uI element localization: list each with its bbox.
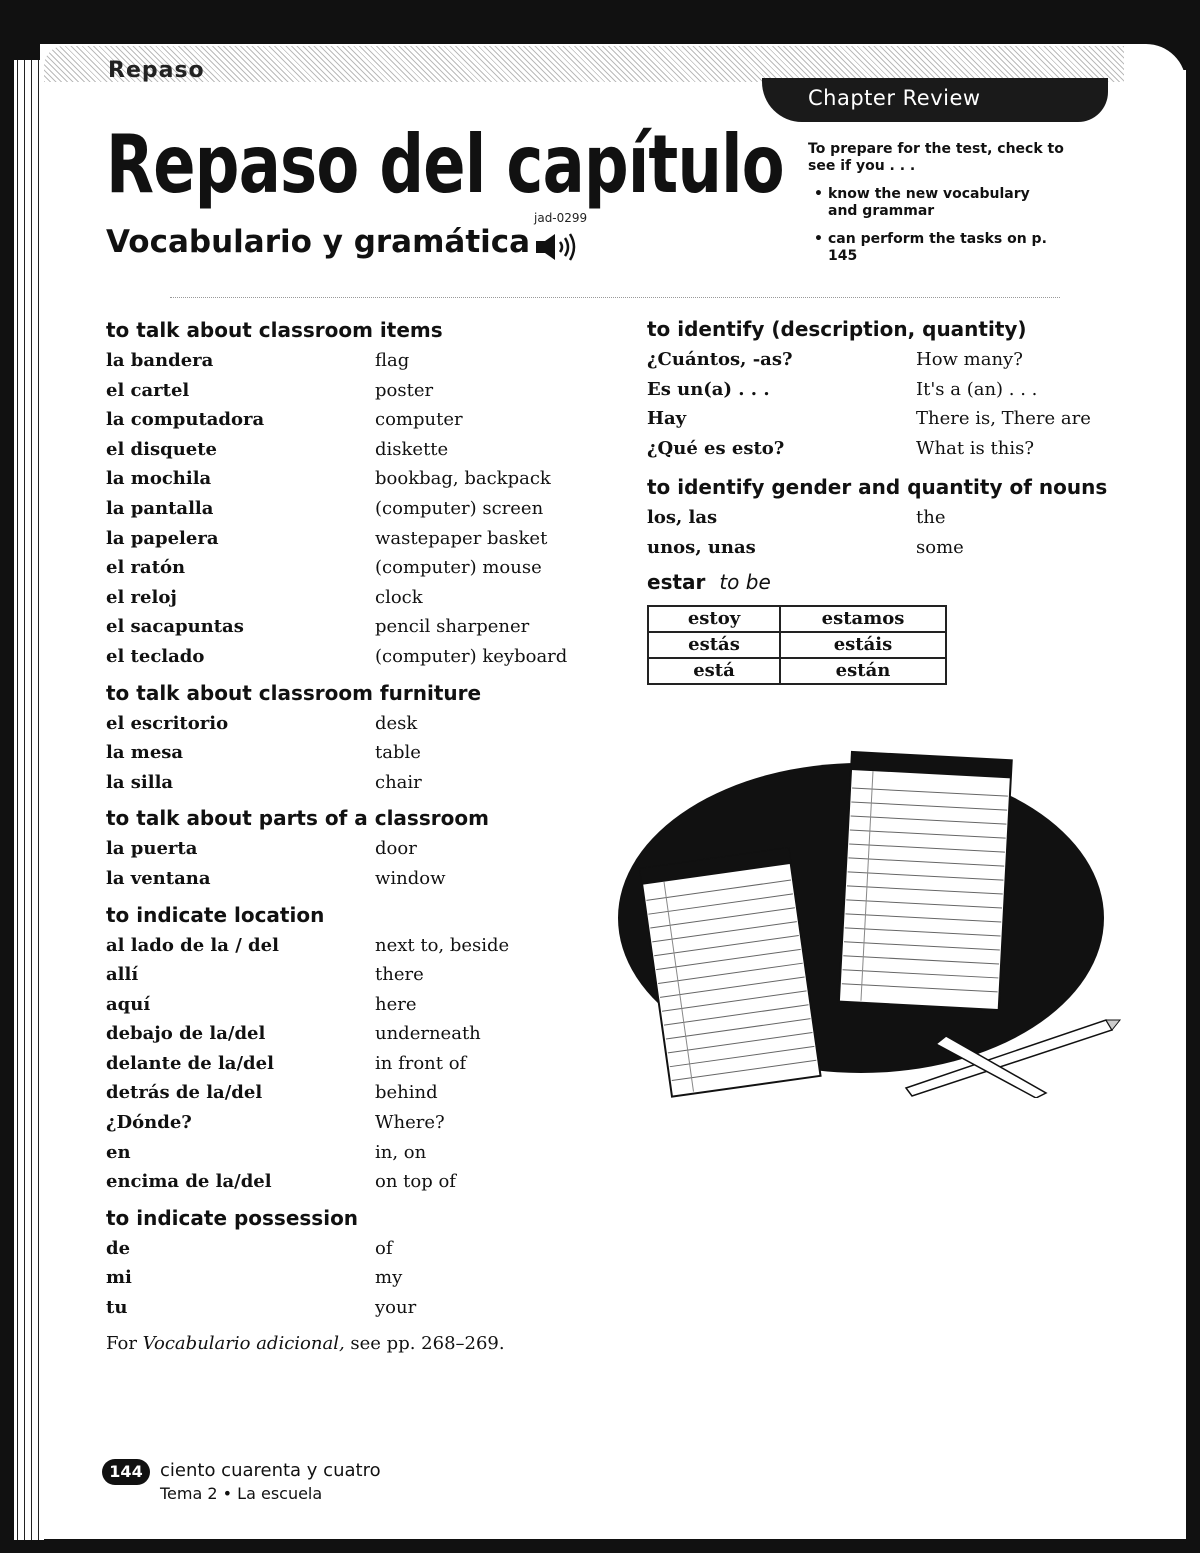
section-heading: to indicate possession	[106, 1205, 359, 1230]
english-meaning: behind	[375, 1082, 438, 1104]
vocab-row	[106, 1108, 606, 1138]
page-number-badge: 144	[102, 1459, 150, 1485]
english-meaning: How many?	[916, 349, 1023, 370]
english-meaning: your	[375, 1297, 417, 1319]
page-subtitle: Vocabulario y gramática	[106, 224, 531, 260]
vocab-row	[647, 503, 1127, 533]
english-meaning: my	[375, 1267, 403, 1289]
repaso-tab-label: Repaso	[108, 58, 205, 83]
section-heading: to talk about classroom furniture	[106, 680, 482, 705]
plural-form: están	[780, 658, 946, 684]
vocab-row	[647, 404, 1127, 434]
vocab-row	[106, 1234, 606, 1264]
spanish-term: la silla	[106, 771, 174, 793]
notepads-illustration	[616, 748, 1126, 1098]
spanish-term: los, las	[647, 507, 718, 529]
english-meaning: on top of	[375, 1171, 456, 1193]
audio-code: jad-0299	[534, 211, 588, 225]
english-meaning: pencil sharpener	[375, 616, 530, 638]
english-meaning: door	[375, 838, 417, 860]
english-meaning: in front of	[375, 1052, 467, 1074]
spanish-term: el escritorio	[106, 712, 229, 734]
chapter-review-label: Chapter Review	[808, 86, 981, 110]
english-meaning: (computer) screen	[375, 497, 544, 519]
review-intro: To prepare for the test, check to see if you . . .	[808, 141, 1064, 174]
vocab-row	[106, 346, 606, 376]
spanish-term: ¿Dónde?	[106, 1112, 192, 1134]
spanish-term: ¿Qué es esto?	[647, 437, 785, 459]
page-title: Repaso del capítulo	[106, 118, 784, 211]
singular-form: está	[648, 658, 780, 684]
vocab-row	[106, 1138, 606, 1168]
footnote-prefix: For	[106, 1332, 143, 1354]
estar-verb: estar	[647, 569, 706, 594]
spanish-term: Es un(a) . . .	[647, 378, 770, 400]
vocab-row	[647, 345, 1127, 375]
english-meaning: of	[375, 1237, 393, 1259]
english-meaning: flag	[375, 350, 410, 371]
spanish-term: detrás de la/del	[106, 1082, 263, 1104]
vocab-row	[106, 553, 606, 583]
footnote-book-title: Vocabulario adicional,	[142, 1332, 345, 1354]
page-number-words: ciento cuarenta y cuatro	[160, 1460, 381, 1481]
vocab-row	[106, 376, 606, 406]
vocab-row	[106, 583, 606, 613]
vocab-row	[106, 738, 606, 768]
spanish-term: tu	[106, 1297, 128, 1319]
vocab-row	[647, 434, 1127, 464]
spanish-term: la bandera	[106, 350, 214, 371]
header-hatch-band	[44, 46, 1124, 82]
vocab-row	[106, 960, 606, 990]
english-meaning: underneath	[375, 1023, 481, 1045]
estar-meaning: to be	[719, 569, 771, 594]
section-heading: to identify (description, quantity)	[647, 317, 1027, 341]
english-meaning: computer	[375, 409, 463, 431]
singular-form: estoy	[648, 606, 780, 632]
english-meaning: (computer) keyboard	[375, 645, 568, 667]
vocab-row	[106, 1263, 606, 1293]
spanish-term: la papelera	[106, 527, 219, 549]
vocab-row	[106, 435, 606, 465]
vocab-row	[106, 1167, 606, 1197]
english-meaning: here	[375, 993, 417, 1015]
section-heading: to talk about classroom items	[106, 318, 443, 342]
english-meaning: there	[375, 964, 424, 986]
spanish-term: al lado de la / del	[106, 934, 279, 956]
vocab-row	[106, 709, 606, 739]
english-meaning: bookbag, backpack	[375, 468, 551, 490]
spanish-term: en	[106, 1141, 131, 1163]
english-meaning: wastepaper basket	[375, 527, 548, 549]
spanish-term: allí	[106, 964, 139, 986]
spanish-term: aquí	[106, 993, 151, 1015]
vocab-row	[106, 834, 606, 864]
spanish-term: la puerta	[106, 838, 198, 860]
english-meaning: in, on	[375, 1141, 427, 1163]
spanish-term: la pantalla	[106, 497, 214, 519]
english-meaning: diskette	[375, 438, 449, 460]
vocab-row	[106, 642, 606, 672]
plural-form: estamos	[780, 606, 946, 632]
header-divider	[170, 297, 1060, 298]
vocab-row	[647, 375, 1127, 405]
vocab-row	[106, 1293, 606, 1323]
spanish-term: el cartel	[106, 379, 190, 401]
vocab-row	[106, 864, 606, 894]
vocab-row	[106, 1078, 606, 1108]
singular-form: estás	[648, 632, 780, 658]
vocab-row	[106, 405, 606, 435]
section-heading: to identify gender and quantity of nouns	[647, 475, 1108, 500]
vocab-row	[106, 464, 606, 494]
footnote-pages: see pp. 268–269.	[344, 1332, 505, 1354]
scan-border-right	[1186, 0, 1200, 1553]
review-checklist	[814, 186, 1064, 276]
spanish-term: la computadora	[106, 409, 265, 431]
english-meaning: What is this?	[916, 437, 1034, 459]
vocab-row	[106, 524, 606, 554]
vocab-column-right	[647, 314, 1127, 685]
spanish-term: de	[106, 1237, 131, 1259]
english-meaning: It's a (an) . . .	[916, 378, 1038, 400]
section-heading: to indicate location	[106, 902, 325, 927]
english-meaning: some	[916, 536, 964, 558]
vocab-row	[106, 990, 606, 1020]
vocab-row	[106, 1049, 606, 1079]
plural-form: estáis	[780, 632, 946, 658]
footnote	[106, 1329, 606, 1359]
spanish-term: el sacapuntas	[106, 616, 244, 638]
vocab-row	[106, 612, 606, 642]
vocab-row	[647, 533, 1127, 563]
english-meaning: There is, There are	[916, 408, 1091, 430]
conjugation-row	[648, 606, 946, 632]
theme-label: Tema 2 • La escuela	[160, 1484, 323, 1503]
english-meaning: poster	[375, 379, 434, 401]
spanish-term: la ventana	[106, 867, 211, 889]
scan-border-left	[0, 0, 14, 1553]
review-item: • know the new vocabulary and grammar	[814, 186, 1064, 220]
english-meaning: the	[916, 507, 946, 529]
english-meaning: next to, beside	[375, 934, 510, 956]
estar-conjugation-table	[647, 605, 947, 685]
vocab-row	[106, 768, 606, 798]
spanish-term: el ratón	[106, 557, 186, 579]
spanish-term: encima de la/del	[106, 1171, 272, 1193]
review-item: • can perform the tasks on p. 145	[814, 231, 1064, 265]
scan-border-bottom	[0, 1539, 1200, 1553]
vocab-row	[106, 931, 606, 961]
spanish-term: el reloj	[106, 586, 177, 608]
english-meaning: (computer) mouse	[375, 557, 542, 579]
spanish-term: mi	[106, 1267, 132, 1289]
vocab-row	[106, 1019, 606, 1049]
spanish-term: Hay	[647, 408, 687, 430]
english-meaning: chair	[375, 771, 422, 793]
spanish-term: unos, unas	[647, 536, 756, 558]
spanish-term: la mochila	[106, 468, 212, 490]
english-meaning: clock	[375, 586, 423, 608]
spanish-term: ¿Cuántos, -as?	[647, 349, 793, 370]
speaker-icon[interactable]	[535, 232, 579, 262]
english-meaning: window	[375, 867, 446, 889]
english-meaning: Where?	[375, 1112, 445, 1134]
english-meaning: desk	[375, 712, 418, 734]
vocab-column-left	[106, 315, 606, 1359]
section-heading: to talk about parts of a classroom	[106, 806, 489, 831]
conjugation-row	[648, 658, 946, 684]
estar-heading	[647, 563, 1127, 601]
spanish-term: delante de la/del	[106, 1052, 274, 1074]
conjugation-row	[648, 632, 946, 658]
spanish-term: la mesa	[106, 742, 184, 764]
spanish-term: el teclado	[106, 645, 205, 667]
english-meaning: table	[375, 742, 421, 764]
vocab-row	[106, 494, 606, 524]
spanish-term: debajo de la/del	[106, 1023, 266, 1045]
spanish-term: el disquete	[106, 438, 218, 460]
